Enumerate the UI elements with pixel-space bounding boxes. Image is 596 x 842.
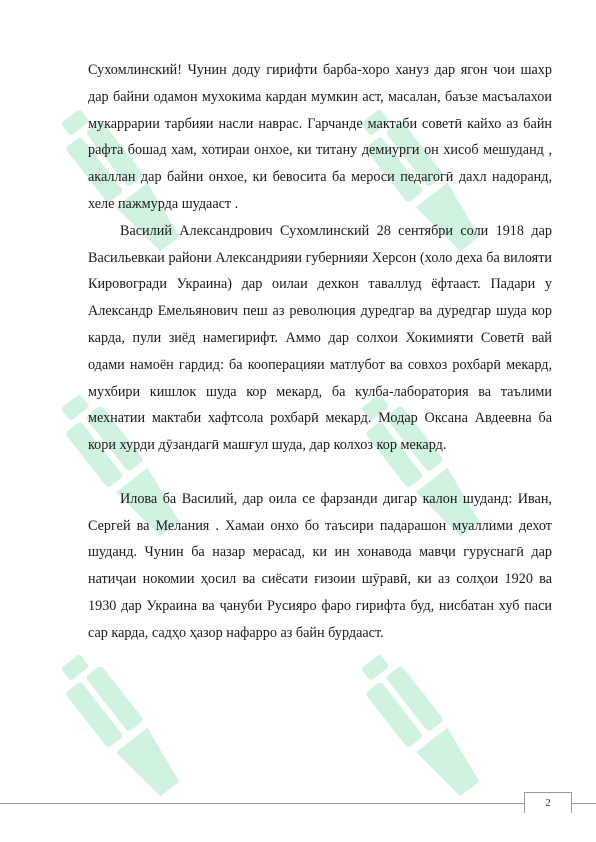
paragraph-spacer: [88, 459, 552, 486]
watermark-logo: [346, 641, 495, 809]
footer-divider: [0, 803, 596, 804]
page-number: 2: [524, 792, 572, 813]
paragraph-1: Сухомлинский! Чунин доду гирифти барба-хоро хануз дар ягон чои шахр дар байни одамон мухокима кардан мумкин аст, масалан, баъзе масъалахои мукаррарии тарбияи насли наврас. Гарчанде мактаби советӣ кайхо аз байн рафта бошад хам, хотираи онхое, ки титану демиурги он хисоб мешуданд , акаллан дар байни онхое, ки бевосита ба мероси педагогӣ дахл надоранд, хеле пажмурда шудааст .: [88, 62, 552, 212]
paragraph-3: Илова ба Василий, дар оила се фарзанди дигар калон шуданд: Иван, Сергей ва Мелания . Хамаи онхо бо таъсири падарашон муаллими дехот шуданд. Чунин ба назар мерасад, ки ин хонавода мавҷи гуруснагӣ дар натиҷаи нокомии ҳосил ва сиёсати ғизоии шӯравӣ, ки аз солҳои 1920 ва 1930 дар Украина ва ҷануби Русияро фаро гирифта буд, нисбатан хуб паси сар карда, садҳо ҳазор нафарро аз байн бурдааст.: [88, 490, 552, 641]
body-text: [88, 57, 552, 647]
paragraph-2: Василий Александрович Сухомлинский 28 сентябри соли 1918 дар Васильевкаи райони Александрияи губернияи Херсон (холо деха ба вилояти Кировогради Украина) дар оилаи дехкон таваллуд ёфтааст. Падари у Александр Емельянович пеш аз революция дуредгар ва дуредгар шуда кор карда, пули зиёд намегирифт. Аммо дар солхои Хокимияти Советӣ вай одами намоён гардид: ба кооперацияи матлубот ва совхоз рохбарӣ мекард, мухбири кишлок шуда кор мекард, ба кулба-лаборатория ва таълими мехнатии мактаби хафтсола рохбарӣ мекард. Модар Оксана Авдеевна ба кори хурди дӯзандагӣ машғул шуда, дар колхоз кор мекард.: [88, 222, 552, 454]
watermark-logo: [46, 641, 195, 809]
